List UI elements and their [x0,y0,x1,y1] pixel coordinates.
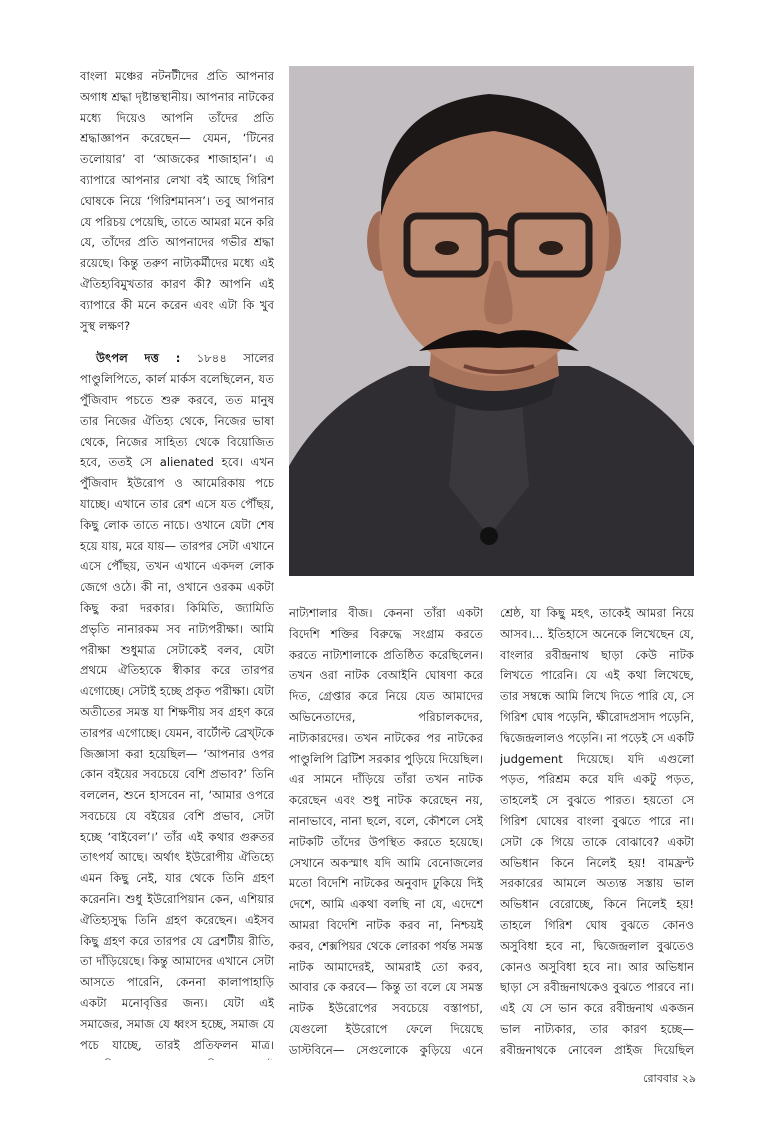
article-column-3 [500,603,694,1060]
article-column-2 [289,603,483,1060]
answer-text: ১৮৪৪ সালের পাণ্ডুলিপিতে, কার্ল মার্কস বলেছিলেন, যত পুঁজিবাদ পচতে শুরু করবে, তত মানুষ তার নিজের ঐতিহ্য থেকে, নিজের ভাষা থেকে, নিজের সাহিত্য থেকে বিয়োজিত হবে, ততই সে alienated হবে। এখন পুঁজিবাদ ইউরোপ ও আমেরিকায় পচে যাচ্ছে। এখানে তার রেশ এসে যত পৌঁছয়, কিছু লোক তাতে নাচে। ওখানে যেটা শেষ হয়ে যায়, মরে যায়— তারপর সেটা এখানে এসে পৌঁছয়, তখন এখানে একদল লোক জেগে ওঠে। কী না, ওখানে ওরকম একটা কিছু করা দরকার। কিমিতি, জ্যামিতি প্রভৃতি নানারকম সব নাট্যপরীক্ষা। আমি পরীক্ষা শুধুমাত্র সেটাকেই বলব, যেটা প্রথমে ঐতিহ্যকে স্বীকার করে তারপর এগোচ্ছে। সেটাই হচ্ছে প্রকৃত পরীক্ষা। যেটা অতীতের সমস্ত যা শিক্ষণীয় সব গ্রহণ করে তারপর এগোচ্ছে। যেমন, বার্টোল্ট ব্রেখ্‌টকে জিজ্ঞাসা করা হয়েছিল— ‘আপনার ওপর কোন বইয়ের সবচেয়ে বেশি প্রভাব?’ তিনি বললেন, শুনে হাসবেন না, ‘আমার ওপরে সবচেয়ে যে বইয়ের বেশি প্রভাব, সেটা হচ্ছে ‘বাইবেল’।’ তাঁর এই কথার গুরুতর তাৎপর্য আছে। অর্থাৎ ইউরোপীয় ঐতিহ্যে এমন কিছু নেই, যার থেকে তিনি গ্রহণ করেননি। শুধু ইউরোপিয়ান কেন, এশিয়ার ঐতিহ্যসুদ্ধ তিনি গ্রহণ করেছেন। এইসব কিছু গ্রহণ করে তারপর যে ব্রেশটীয় রীতি, তা দাঁড়িয়েছে। কিন্তু আমাদের এখানে সেটা আসতে পারেনি, কেননা কালাপাহাড়ি একটা মনোবৃত্তির জন্য। যেটা এই সমাজের, সমাজ যে ধ্বংস হচ্ছে, সমাজ যে পচে যাচ্ছে, তারই প্রতিফলন মাত্র। [80,351,274,1052]
portrait-photo [289,66,694,576]
portrait-illustration [289,66,694,576]
interview-question: বাংলা মঞ্চের নটনটীদের প্রতি আপনার অগাধ শ্রদ্ধা দৃষ্টান্তস্থানীয়। আপনার নাটকের মধ্যে দিয়েও আপনি তাঁদের প্রতি শ্রদ্ধাজ্ঞাপন করেছেন— যেমন, ‘টিনের তলোয়ার’ বা ‘আজকের শাজাহান’। এ ব্যাপারে আপনার লেখা বই আছে গিরিশ ঘোষকে নিয়ে ‘গিরিশমানস’। তবু আপনার যে পরিচয় পেয়েছি, তাতে আমরা মনে করি যে, তাঁদের প্রতি আপনাদের গভীর শ্রদ্ধা রয়েছে। কিন্তু তরুণ নাট্যকর্মীদের মধ্যে এই ঐতিহ্যবিমুখতার কারণ কী? আপনি এই ব্যাপারে কী মনে করেন এবং এটা কি খুব সুস্থ লক্ষণ? [80,69,274,333]
article-column-1 [80,66,274,1060]
speaker-name: উৎপল দত্ত : [96,351,181,366]
page-footer: রোববার ২৯ [643,1072,696,1085]
article-text: নাট্যশালার বীজ। কেননা তাঁরা একটা বিদেশি শক্তির বিরুদ্ধে সংগ্রাম করতে করতে নাট্যশালাকে প্রতিষ্ঠিত করেছিলেন। তখন ওরা নাটক বেআইনি ঘোষণা করে দিত, গ্রেপ্তার করে নিয়ে যেত আমাদের অভিনেতাদের, পরিচালকদের, নাট্যকারদের। তখন নাটকের পর নাটকের পাণ্ডুলিপি ব্রিটিশ সরকার পুড়িয়ে দিয়েছিল। এর সামনে দাঁড়িয়ে তাঁরা তখন নাটক করেছেন এবং শুধু নাটক করেছেন নয়, নানাভাবে, নানা ছলে, বলে, কৌশলে সেই নাটকটি তাঁদের উপস্থিত করতে হয়েছে। সেখানে অকস্মাৎ যদি আমি বেনোজলের মতো বিদেশি নাটকের অনুবাদ ঢুকিয়ে দিই দেশে, আমি একথা বলছি না যে, এদেশে আমরা বিদেশি নাটক করব না, নিশ্চয়ই করব, শেক্সপিয়র থেকে লোরকা পর্যন্ত সমস্ত নাটক আমাদেরই, আমরাই তো করব, আবার কে করবে— কিন্তু তা বলে যে সমস্ত নাটক ইউরোপের সবচেয়ে বস্তাপচা, যেগুলো ইউরোপে ফেলে দিয়েছে ডাস্টবিনে— সেগুলোকে কুড়িয়ে এনে [289,606,483,1057]
article-text: শ্রেষ্ঠ, যা কিছু মহৎ, তাকেই আমরা নিয়ে আসব।… ইতিহাসে অনেকে লিখেছেন যে, বাংলার রবীন্দ্রনাথ ছাড়া কেউ নাটক লিখতে পারেনি। যে এই কথা লিখেছে, তার সম্বন্ধে আমি লিখে দিতে পারি যে, সে গিরিশ ঘোষ পড়েনি, ক্ষীরোদপ্রসাদ পড়েনি, দ্বিজেন্দ্রলালও পড়েনি। না পড়েই সে একটি judgement দিয়েছে। যদি এগুলো পড়ত, পরিশ্রম করে যদি একটু পড়ত, তাহলেই সে বুঝতে পারত। হয়তো সে গিরিশ ঘোষের বাংলা বুঝতে পারে না। সেটা কে গিয়ে তাকে বোঝাবে? একটা অভিধান কিনে নিলেই হয়! বামফ্রন্ট সরকারের আমলে অত্যন্ত সস্তায় ভাল অভিধান বেরোচ্ছে, কিনে নিলেই হয়! তাহলে গিরিশ ঘোষ বুঝতে কোনও অসুবিধা হবে না, দ্বিজেন্দ্রলাল বুঝতেও কোনও অসুবিধা হবে না। আর অভিধান ছাড়া সে রবীন্দ্রনাথকেও বুঝতে পারবে না। এই যে সে ভান করে রবীন্দ্রনাথ একজন ভাল নাট্যকার, তার কারণ হচ্ছে— রবীন্দ্রনাথকে নোবেল প্রাইজ দিয়েছিল [500,606,694,1057]
paragraph-spacer [80,336,274,348]
interview-answer [80,348,274,1060]
